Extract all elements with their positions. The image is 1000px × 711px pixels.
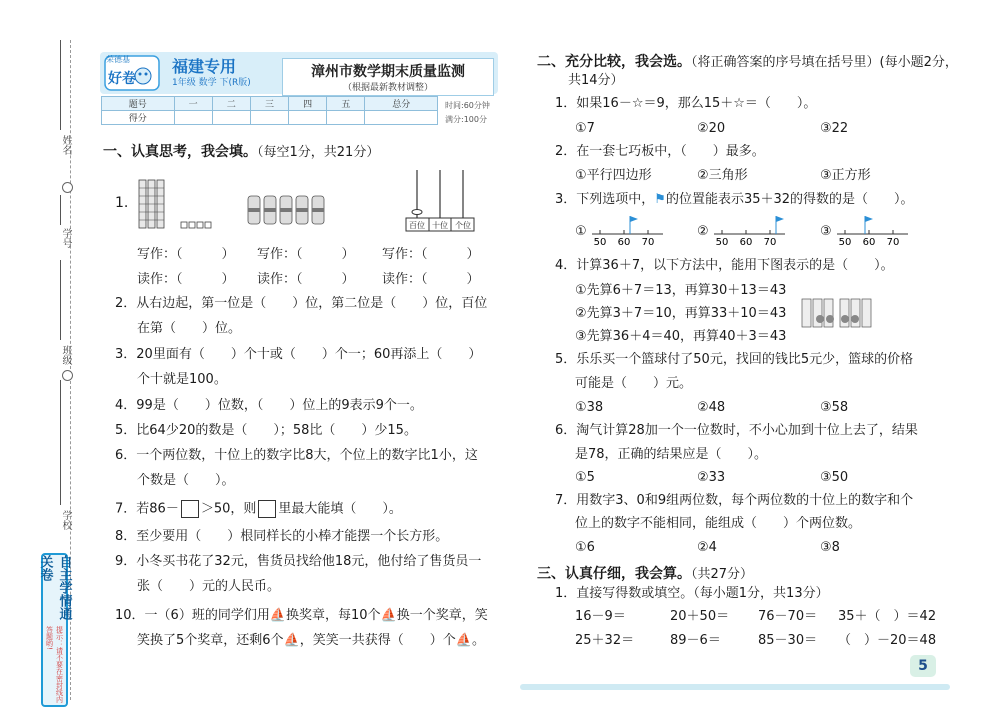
page-number: 5 xyxy=(910,655,936,677)
score-cell[interactable] xyxy=(250,111,288,125)
calc-item[interactable]: 16－9＝ xyxy=(575,609,626,624)
score-header-label: 题号 xyxy=(102,97,175,111)
number-line-2 xyxy=(712,212,787,246)
r-q5-option-1[interactable]: ①38 xyxy=(575,400,604,415)
r-q2-option-1[interactable]: ①平行四边形 xyxy=(575,168,652,183)
q1-read-3[interactable]: 读作：（ ） xyxy=(382,272,480,287)
calc-item[interactable]: 35＋（ ）＝42 xyxy=(838,609,937,624)
r-q3-option-2[interactable]: ② xyxy=(697,224,709,239)
score-cell[interactable] xyxy=(174,111,212,125)
r-q7-option-1[interactable]: ①6 xyxy=(575,540,595,555)
q2-line2: 在第（ ）位。 xyxy=(137,321,242,336)
r-q4-option-2[interactable]: ②先算3＋7＝10，再算33＋10＝43 xyxy=(575,306,787,321)
r-q6-line2: 是78，正确的结果应是（ ）。 xyxy=(575,447,768,462)
score-cell[interactable] xyxy=(365,111,438,125)
q7-box-1[interactable] xyxy=(181,500,199,518)
q7-text xyxy=(115,500,402,518)
r-q3-option-3[interactable]: ③ xyxy=(820,224,832,239)
section1-title: 一、认真思考，我会填。 xyxy=(103,144,257,160)
q4-text: 4．99是（ ）位数，（ ）位上的9表示9个一。 xyxy=(115,398,423,413)
section1-heading xyxy=(103,141,379,161)
r-q5-line2: 可能是（ ）元。 xyxy=(575,376,693,391)
logo-word: 好卷 xyxy=(108,71,136,87)
sticker-icon: ⛵ xyxy=(455,633,472,648)
q1-write-1[interactable]: 写作：（ ） xyxy=(137,247,235,262)
binding-hole-icon xyxy=(62,182,73,193)
flag-icon: ⚑ xyxy=(654,192,666,207)
section2-note-2: 共14分） xyxy=(568,73,624,88)
tick-label: 70 xyxy=(763,237,777,246)
q10-line1c: 换一个奖章，笑 xyxy=(396,608,488,623)
tick-label: 70 xyxy=(641,237,655,246)
q6-line2: 个数是（ ）。 xyxy=(137,473,235,488)
q9-line2: 张（ ）元的人民币。 xyxy=(137,579,281,594)
q10-line1b: 换奖章，每10个 xyxy=(286,608,381,623)
self-study-banner xyxy=(37,553,72,707)
r-q6-line1: 6．淘气计算28加一个一位数时，不小心加到十位上去了，结果 xyxy=(555,423,918,438)
r-q6-option-3[interactable]: ③50 xyxy=(820,470,849,485)
q2-line1: 2．从右边起，第一位是（ ）位，第二位是（ ）位，百位 xyxy=(115,296,488,311)
banner-note: 提示：请不要在密封线内答题哟! xyxy=(45,626,64,704)
sticker-icon: ⛵ xyxy=(283,633,300,648)
abacus-label: 百位 xyxy=(409,221,425,230)
rods-figure xyxy=(135,178,225,233)
r-q2-option-3[interactable]: ③正方形 xyxy=(820,168,871,183)
score-col: 总分 xyxy=(365,97,438,111)
brand-name: 荣德基 xyxy=(106,55,130,64)
q1-read-1[interactable]: 读作：（ ） xyxy=(137,272,235,287)
r-q4-stem: 4．计算36＋7，以下方法中，能用下图表示的是（ ）。 xyxy=(555,258,894,273)
calc-item[interactable]: 20＋50＝ xyxy=(670,609,730,624)
full-score: 满分:100分 xyxy=(445,115,487,124)
q9-line1: 9．小冬买书花了32元，售货员找给他18元，他付给了售货员一 xyxy=(115,554,482,569)
r-q6-option-1[interactable]: ①5 xyxy=(575,470,595,485)
r-q1-option-1[interactable]: ①7 xyxy=(575,121,595,136)
q10-line2b: ，笑笑一共获得（ ）个 xyxy=(299,633,456,648)
sticker-icon: ⛵ xyxy=(380,608,397,623)
tick-label: 70 xyxy=(886,237,900,246)
q1-write-2[interactable]: 写作：（ ） xyxy=(257,247,355,262)
time-limit: 时间:60分钟 xyxy=(445,101,490,110)
school-blank-line xyxy=(60,380,61,505)
r-q1-option-3[interactable]: ③22 xyxy=(820,121,849,136)
abacus-label: 个位 xyxy=(455,221,471,230)
section3-title: 三、认真仔细，我会算。 xyxy=(537,566,691,582)
section2-title: 二、充分比较，我会选。 xyxy=(537,54,691,70)
score-cell[interactable] xyxy=(327,111,365,125)
tick-label: 60 xyxy=(617,237,631,246)
r-q3-stem xyxy=(555,192,914,208)
r-q5-line1: 5．乐乐买一个篮球付了50元，找回的钱比5元少，篮球的价格 xyxy=(555,352,914,367)
doc-subtitle: （根据最新教材调整） xyxy=(342,83,433,93)
r-q3-stem-b: 的位置能表示35＋32的得数的是（ ）。 xyxy=(665,192,914,207)
section2-heading xyxy=(537,51,958,71)
score-cell[interactable] xyxy=(289,111,327,125)
r-q2-stem: 2．在一套七巧板中，（ ）最多。 xyxy=(555,144,765,159)
q3-line2: 个十就是100。 xyxy=(137,372,227,387)
r-q6-option-2[interactable]: ②33 xyxy=(697,470,726,485)
r-q4-option-1[interactable]: ①先算6＋7＝13，再算30＋13＝43 xyxy=(575,283,787,298)
calc-item[interactable]: 85－30＝ xyxy=(758,633,818,648)
school-label: 学校 xyxy=(60,510,71,530)
r-q5-option-3[interactable]: ③58 xyxy=(820,400,849,415)
abacus-figure xyxy=(405,168,475,233)
id-label: 学号 xyxy=(60,228,71,248)
r-q1-option-2[interactable]: ②20 xyxy=(697,121,726,136)
r-q7-option-2[interactable]: ②4 xyxy=(697,540,717,555)
class-blank-line xyxy=(60,260,61,340)
r-q7-line1: 7．用数字3、0和9组两位数，每个两位数的十位上的数字和个 xyxy=(555,493,914,508)
grade-subject: 1年级 数学 下(R版) xyxy=(172,78,251,88)
number-line-1 xyxy=(590,212,665,246)
r-q3-stem-a: 3．下列选项中， xyxy=(555,192,655,207)
q5-text: 5．比64少20的数是（ ）；58比（ ）少15。 xyxy=(115,423,417,438)
score-cell[interactable] xyxy=(212,111,250,125)
place-value-blocks-figure xyxy=(800,295,880,331)
calc-item[interactable]: 76－70＝ xyxy=(758,609,818,624)
region-title: 福建专用 xyxy=(172,57,237,76)
q1-write-3[interactable]: 写作：（ ） xyxy=(382,247,480,262)
score-col: 五 xyxy=(327,97,365,111)
score-col: 三 xyxy=(250,97,288,111)
time-info xyxy=(445,99,490,127)
q7-part2: ＞50，则 xyxy=(200,501,257,517)
calc-item[interactable]: 25＋32＝ xyxy=(575,633,635,648)
r-q7-option-3[interactable]: ③8 xyxy=(820,540,840,555)
tick-label: 50 xyxy=(715,237,729,246)
q1-number: 1. xyxy=(115,195,129,211)
r-q5-option-2[interactable]: ②48 xyxy=(697,400,726,415)
q6-line1: 6．一个两位数，十位上的数字比8大，个位上的数字比1小，这 xyxy=(115,448,478,463)
score-col: 四 xyxy=(289,97,327,111)
r-q7-line2: 位上的数字不能相同，能组成（ ）个两位数。 xyxy=(575,516,862,531)
q7-box-2[interactable] xyxy=(258,500,276,518)
r-q4-option-3[interactable]: ③先算36＋4＝40，再算40＋3＝43 xyxy=(575,329,787,344)
tick-label: 50 xyxy=(838,237,852,246)
score-table xyxy=(101,96,438,125)
section3-note: （共27分） xyxy=(691,567,754,582)
r-q1-stem: 1．如果16－☆＝9，那么15＋☆＝（ ）。 xyxy=(555,96,817,111)
doc-title: 漳州市数学期末质量监测 xyxy=(311,64,465,80)
q10-line1 xyxy=(115,608,488,624)
score-table-score-row xyxy=(102,111,438,125)
name-blank-line xyxy=(60,40,61,130)
class-label: 班级 xyxy=(60,345,71,365)
sticker-icon: ⛵ xyxy=(269,608,287,623)
section1-note: （每空1分，共21分） xyxy=(257,145,380,160)
q1-read-2[interactable]: 读作：（ ） xyxy=(257,272,355,287)
score-col: 一 xyxy=(174,97,212,111)
q8-text: 8．至少要用（ ）根同样长的小棒才能摆一个长方形。 xyxy=(115,529,449,544)
q10-line1a: 10．一（6）班的同学们用 xyxy=(115,608,270,623)
q10-line2c: 。 xyxy=(471,633,485,648)
binding-hole-icon xyxy=(62,370,73,381)
q7-part1: 7．若86－ xyxy=(115,501,179,517)
score-row-label: 得分 xyxy=(102,111,175,125)
tick-label: 50 xyxy=(593,237,607,246)
q7-part3: 里最大能填（ ）。 xyxy=(278,501,402,517)
r-q8-stem: 1．直接写得数或填空。（每小题1分，共13分） xyxy=(555,586,829,601)
r-q3-option-1[interactable]: ① xyxy=(575,224,587,239)
section3-heading xyxy=(537,563,753,583)
stick-bundles-figure xyxy=(245,190,340,230)
q10-line2a: 笑换了5个奖章，还剩6个 xyxy=(137,633,284,648)
r-q2-option-2[interactable]: ②三角形 xyxy=(697,168,748,183)
bottom-decor-strip xyxy=(520,684,950,690)
id-blank-line xyxy=(60,195,61,225)
number-line-3 xyxy=(835,212,910,246)
q3-line1: 3．20里面有（ ）个十或（ ）个一；60再添上（ ） xyxy=(115,347,482,362)
tick-label: 60 xyxy=(739,237,753,246)
tick-label: 60 xyxy=(862,237,876,246)
section2-note: （将正确答案的序号填在括号里）(每小题2分， xyxy=(691,55,958,70)
score-table-header-row xyxy=(102,97,438,111)
score-col: 二 xyxy=(212,97,250,111)
banner-title: 自主学情通关卷 xyxy=(37,555,72,620)
q10-line2 xyxy=(137,633,485,649)
abacus-label: 十位 xyxy=(432,221,448,230)
calc-item[interactable]: （ ）－20＝48 xyxy=(838,633,937,648)
name-label: 姓名 xyxy=(60,135,71,155)
calc-item[interactable]: 89－6＝ xyxy=(670,633,721,648)
